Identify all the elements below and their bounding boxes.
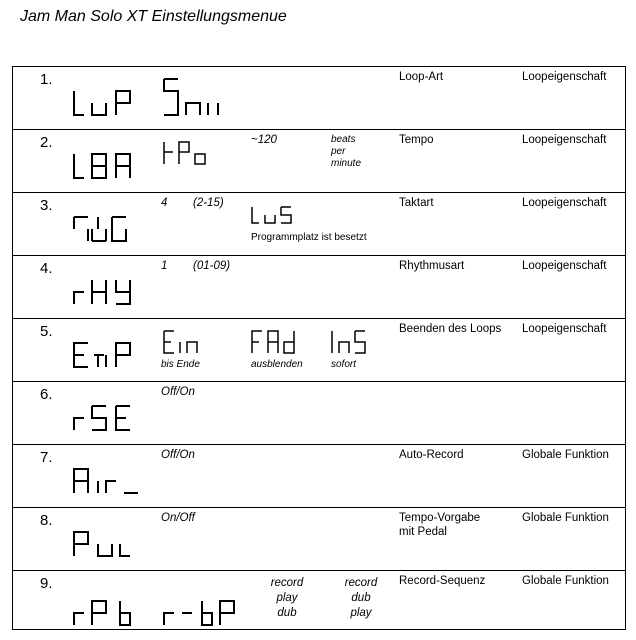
sequence-step: play <box>276 592 298 604</box>
slot-used-note: Programmplatz ist besetzt <box>251 232 367 243</box>
row-number: 2. <box>40 134 53 151</box>
setting-label: Auto-Record <box>399 449 464 461</box>
row-number: 9. <box>40 575 53 592</box>
settings-table <box>12 66 626 630</box>
table-row <box>13 256 625 319</box>
toggle-value: Off/On <box>161 449 195 461</box>
lcd-display-auto-record <box>68 455 168 505</box>
lcd-display-loop-type <box>68 77 228 127</box>
setting-scope: Loopeigenschaft <box>522 71 607 83</box>
row-number: 1. <box>40 71 53 88</box>
table-row <box>13 382 625 445</box>
option-label: ausblenden <box>251 359 303 370</box>
time-signature-range: (2-15) <box>193 197 224 209</box>
rhythm-value: 1 <box>161 260 168 272</box>
setting-label-line: Tempo-Vorgabe <box>399 512 481 524</box>
setting-label: Rhythmusart <box>399 260 465 272</box>
lcd-display-loop-tempo <box>68 140 168 190</box>
setting-scope: Loopeigenschaft <box>522 197 607 209</box>
setting-label: Beenden des Loops <box>399 323 502 335</box>
sequence-step: record <box>344 577 378 589</box>
setting-label: Record-Sequenz <box>399 575 486 587</box>
row-number: 4. <box>40 260 53 277</box>
option-label: sofort <box>331 359 357 370</box>
lcd-display-tempo-value <box>161 136 221 176</box>
sequence-step: play <box>350 607 372 619</box>
table-row <box>13 319 625 382</box>
lcd-display-rhythm <box>68 266 168 316</box>
table-row <box>13 193 625 256</box>
setting-label-line: mit Pedal <box>399 526 447 538</box>
row-number: 8. <box>40 512 53 529</box>
setting-scope: Loopeigenschaft <box>522 260 607 272</box>
setting-label: Loop-Art <box>399 71 444 83</box>
setting-scope: Globale Funktion <box>522 575 609 587</box>
lcd-display-record-sequence <box>68 579 238 627</box>
setting-label: Tempo <box>399 134 434 146</box>
toggle-value: Off/On <box>161 386 195 398</box>
lcd-display-pedal-tempo <box>68 518 168 568</box>
row-number: 6. <box>40 386 53 403</box>
lcd-display-slot-used <box>249 201 309 231</box>
sequence-step: dub <box>351 592 371 604</box>
sequence-step: dub <box>277 607 297 619</box>
row-number: 3. <box>40 197 53 214</box>
table-row <box>13 508 625 571</box>
tempo-unit-line: beats <box>331 134 356 145</box>
sequence-step: record <box>270 577 304 589</box>
row-number: 7. <box>40 449 53 466</box>
row-number: 5. <box>40 323 53 340</box>
rhythm-range: (01-09) <box>193 260 231 272</box>
time-signature-value: 4 <box>161 197 168 209</box>
document-title: Jam Man Solo XT Einstellungsmenue <box>20 8 287 25</box>
setting-scope: Globale Funktion <box>522 512 609 524</box>
table-row <box>13 445 625 508</box>
lcd-display-option-end <box>161 325 221 359</box>
table-row <box>13 67 625 130</box>
lcd-display-time-signature <box>68 203 168 253</box>
toggle-value: On/Off <box>161 512 195 524</box>
option-label: bis Ende <box>161 359 200 370</box>
lcd-display-loop-end <box>68 329 168 379</box>
lcd-display-option-fade <box>249 325 309 359</box>
setting-scope: Loopeigenschaft <box>522 323 607 335</box>
setting-label: Taktart <box>399 197 434 209</box>
table-row <box>13 130 625 193</box>
tempo-unit-line: per <box>331 146 346 157</box>
setting-scope: Loopeigenschaft <box>522 134 607 146</box>
tempo-value: ~120 <box>251 134 277 146</box>
table-row <box>13 571 625 629</box>
lcd-display-option-instant <box>329 325 389 359</box>
tempo-unit-line: minute <box>331 158 362 169</box>
lcd-display-reset <box>68 392 168 442</box>
setting-scope: Globale Funktion <box>522 449 609 461</box>
